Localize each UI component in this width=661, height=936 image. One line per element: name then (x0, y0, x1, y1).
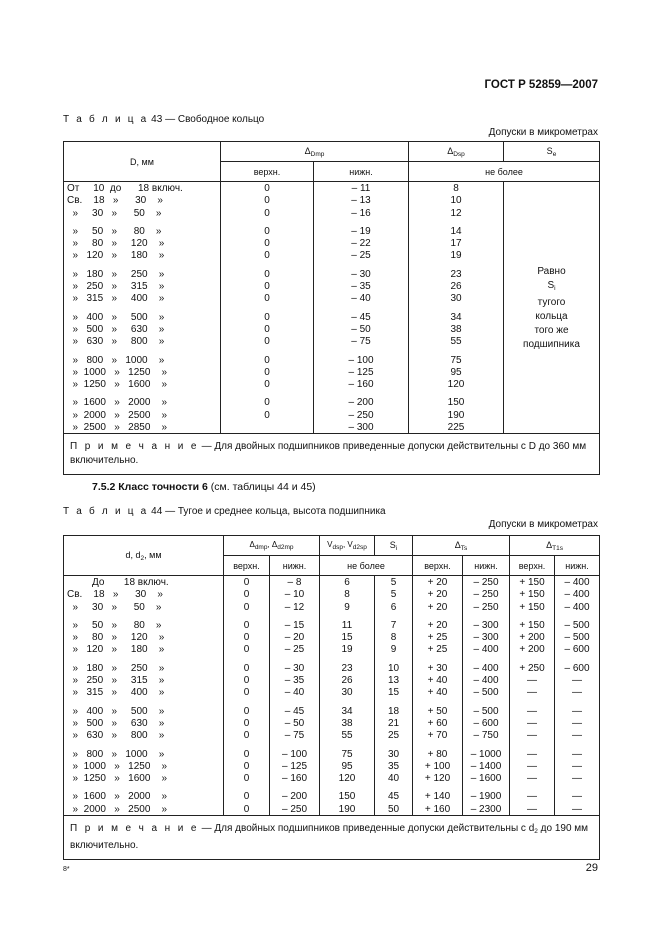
table-cell: — (555, 729, 600, 747)
table-cell: 34 (320, 705, 375, 717)
table44-note: П р и м е ч а н и е — Для двойных подшипников приведенные допуски действительны с $d_2$ до 190 мм включительно. (64, 816, 600, 860)
table-cell: — (510, 705, 555, 717)
table-cell: – 1000 (463, 748, 510, 760)
table-cell: 0 (224, 772, 270, 790)
table-cell: 0 (221, 396, 314, 408)
col-header-upper-t1s: верхн. (510, 556, 555, 576)
table43-caption: Т а б л и ц а 43 — Свободное кольцо (63, 114, 265, 125)
table-cell: 190 (320, 803, 375, 816)
table-cell: – 10 (270, 588, 320, 600)
table-cell: » 1000 » 1250 » (64, 760, 224, 772)
table-cell: – 400 (463, 643, 510, 661)
table-cell: – 400 (555, 588, 600, 600)
table-cell: + 160 (413, 803, 463, 816)
footer-mark: 8* (63, 866, 70, 873)
table-cell: – 250 (463, 576, 510, 589)
table-cell: – 600 (463, 717, 510, 729)
table-cell: 55 (409, 335, 504, 353)
table-row (64, 631, 600, 643)
table-row (64, 772, 600, 790)
table-row (64, 760, 600, 772)
table-cell: – 2300 (463, 803, 510, 816)
table-cell: – 13 (314, 194, 409, 206)
table-cell: » 50 » 80 » (64, 225, 221, 237)
table-row (64, 182, 600, 195)
table-cell: – 500 (463, 686, 510, 704)
table-cell: + 150 (510, 619, 555, 631)
table-cell: » 1250 » 1600 » (64, 772, 224, 790)
table-cell: + 20 (413, 576, 463, 589)
col-header-not-more: не более (320, 556, 413, 576)
table-row (64, 803, 600, 816)
col-header-upper-ts: верхн. (413, 556, 463, 576)
table-cell: » 80 » 120 » (64, 237, 221, 249)
table-cell: 34 (409, 311, 504, 323)
table-row (64, 790, 600, 802)
table-cell: — (555, 674, 600, 686)
table-cell: – 250 (463, 601, 510, 619)
table-cell: — (555, 760, 600, 772)
table-cell: – 160 (314, 378, 409, 396)
table-cell: 0 (224, 686, 270, 704)
table-cell: – 600 (555, 662, 600, 674)
table-cell: » 630 » 800 » (64, 729, 224, 747)
table-cell: 0 (221, 292, 314, 310)
table-cell: » 50 » 80 » (64, 619, 224, 631)
table-cell: – 160 (270, 772, 320, 790)
table-cell: — (555, 803, 600, 816)
table-cell: – 19 (314, 225, 409, 237)
table-cell: 23 (320, 662, 375, 674)
table-cell: 225 (409, 421, 504, 434)
se-text-line: тугого (537, 296, 566, 308)
col-header-upper: верхн. (221, 162, 314, 182)
table-cell: + 200 (510, 643, 555, 661)
table-cell: 18 (375, 705, 413, 717)
table-cell: – 400 (463, 662, 510, 674)
table-cell: + 150 (510, 588, 555, 600)
col-header-t1s: $\Delta_{T1s}$ (510, 536, 600, 556)
table-cell: 40 (375, 772, 413, 790)
table-cell: » 80 » 120 » (64, 631, 224, 643)
table-cell: 15 (320, 631, 375, 643)
table-cell: 13 (375, 674, 413, 686)
col-header-upper: верхн. (224, 556, 270, 576)
table-cell: 150 (409, 396, 504, 408)
table-cell: – 500 (555, 619, 600, 631)
table-cell: 9 (375, 643, 413, 661)
table-cell: 21 (375, 717, 413, 729)
page-number: 29 (585, 862, 598, 874)
table-cell: + 80 (413, 748, 463, 760)
table-cell: 8 (409, 182, 504, 195)
table-cell: 0 (224, 588, 270, 600)
table-cell: 11 (320, 619, 375, 631)
table-cell: » 400 » 500 » (64, 705, 224, 717)
table-cell: – 75 (314, 335, 409, 353)
table-cell: – 15 (270, 619, 320, 631)
table-cell: 0 (224, 643, 270, 661)
section-heading: 7.5.2 Класс точности 6 (см. таблицы 44 и 45) (92, 481, 316, 493)
table-cell: 5 (375, 576, 413, 589)
table-cell: — (555, 717, 600, 729)
table-cell: 8 (320, 588, 375, 600)
table-cell: – 50 (270, 717, 320, 729)
table-cell: » 250 » 315 » (64, 674, 224, 686)
table-43 (63, 141, 600, 475)
table-cell: + 40 (413, 674, 463, 686)
table-cell: Св. 18 » 30 » (64, 194, 221, 206)
table-cell: 55 (320, 729, 375, 747)
col-header-ts: $\Delta_{Ts}$ (413, 536, 510, 556)
table-cell: – 35 (270, 674, 320, 686)
table-cell: + 20 (413, 588, 463, 600)
table-cell: — (510, 760, 555, 772)
table-cell: + 25 (413, 631, 463, 643)
table-cell: 150 (320, 790, 375, 802)
table-cell: + 150 (510, 601, 555, 619)
table-cell: – 45 (314, 311, 409, 323)
table-cell: 30 (409, 292, 504, 310)
col-header-dsp: $\Delta_{Dsp}$ (409, 142, 504, 162)
table-cell: — (555, 686, 600, 704)
table-cell: – 50 (314, 323, 409, 335)
se-text-sub: i (554, 284, 556, 292)
table-cell: 75 (320, 748, 375, 760)
table-cell: 0 (224, 803, 270, 816)
table-cell: + 150 (510, 576, 555, 589)
table-44 (63, 535, 600, 860)
table-cell: – 100 (314, 354, 409, 366)
table-cell: 23 (409, 268, 504, 280)
table-cell: – 400 (555, 576, 600, 589)
table-cell: 0 (224, 662, 270, 674)
col-header-lower: нижн. (270, 556, 320, 576)
table-cell: — (510, 748, 555, 760)
table-cell: 0 (224, 760, 270, 772)
table-cell: – 1600 (463, 772, 510, 790)
table-cell: 7 (375, 619, 413, 631)
table-row (64, 705, 600, 717)
table-row (64, 748, 600, 760)
table-cell: 0 (221, 335, 314, 353)
standard-number: ГОСТ Р 52859—2007 (484, 79, 598, 91)
table-cell: — (510, 686, 555, 704)
table-cell: » 1000 » 1250 » (64, 366, 221, 378)
table-cell: До 18 включ. (64, 576, 224, 589)
table-cell: 19 (320, 643, 375, 661)
table-cell: – 1900 (463, 790, 510, 802)
table-cell: 9 (320, 601, 375, 619)
table-row (64, 588, 600, 600)
table-cell: » 315 » 400 » (64, 292, 221, 310)
table-cell: » 1600 » 2000 » (64, 396, 221, 408)
table-row (64, 717, 600, 729)
table-cell: – 400 (555, 601, 600, 619)
table-row (64, 686, 600, 704)
table-cell: + 40 (413, 686, 463, 704)
table-cell: + 200 (510, 631, 555, 643)
table-cell: — (510, 772, 555, 790)
table-cell: Св. 18 » 30 » (64, 588, 224, 600)
table-cell: 0 (221, 237, 314, 249)
table-cell: 0 (224, 601, 270, 619)
table-row (64, 643, 600, 661)
table-cell: – 35 (314, 280, 409, 292)
table-cell: » 2500 » 2850 » (64, 421, 221, 434)
table-cell: + 70 (413, 729, 463, 747)
table-cell: 0 (221, 207, 314, 225)
table-cell: 0 (221, 280, 314, 292)
table-cell: 0 (224, 631, 270, 643)
table-cell: 15 (375, 686, 413, 704)
table-cell: — (510, 674, 555, 686)
table-cell: – 250 (463, 588, 510, 600)
table-cell: + 30 (413, 662, 463, 674)
table-cell: » 1600 » 2000 » (64, 790, 224, 802)
table-cell: » 500 » 630 » (64, 717, 224, 729)
table-cell: – 40 (314, 292, 409, 310)
table-cell: » 2000 » 2500 » (64, 803, 224, 816)
table-cell: – 25 (314, 249, 409, 267)
table-cell: 75 (409, 354, 504, 366)
table-cell: 0 (221, 249, 314, 267)
table-cell: – 25 (270, 643, 320, 661)
table-cell: – 250 (270, 803, 320, 816)
table-cell: » 120 » 180 » (64, 249, 221, 267)
table-cell: – 500 (463, 705, 510, 717)
table44-units: Допуски в микрометрах (488, 519, 598, 530)
table-cell: – 400 (463, 674, 510, 686)
table-cell: 0 (221, 311, 314, 323)
table-cell: – 30 (314, 268, 409, 280)
table-cell: 10 (409, 194, 504, 206)
table-cell: + 25 (413, 643, 463, 661)
table-cell: – 300 (314, 421, 409, 434)
se-text-line: подшипника (523, 338, 580, 350)
col-header-vdsp: $V_{dsp}$, $V_{d2sp}$ (320, 536, 375, 556)
table-cell: 30 (375, 748, 413, 760)
table-cell: » 2000 » 2500 » (64, 409, 221, 421)
se-text-line: кольца (535, 310, 568, 322)
table-row (64, 601, 600, 619)
table-cell: 120 (320, 772, 375, 790)
table-cell: – 125 (270, 760, 320, 772)
table-cell: 0 (221, 268, 314, 280)
table-row (64, 662, 600, 674)
table-cell: 0 (224, 717, 270, 729)
table-cell: 0 (224, 748, 270, 760)
table-cell: 0 (221, 378, 314, 396)
table-cell: 38 (320, 717, 375, 729)
table-cell: – 300 (463, 631, 510, 643)
table-cell: + 120 (413, 772, 463, 790)
table-cell: 0 (221, 323, 314, 335)
table-cell: 35 (375, 760, 413, 772)
table-cell: – 12 (270, 601, 320, 619)
table-cell: 45 (375, 790, 413, 802)
col-header-se: $S_e$ (504, 142, 600, 162)
table-cell: 0 (221, 194, 314, 206)
table-cell: 10 (375, 662, 413, 674)
table-cell: 0 (221, 366, 314, 378)
col-header-not-more: не более (409, 162, 600, 182)
col-header-si: $S_i$ (375, 536, 413, 556)
table-cell: 95 (320, 760, 375, 772)
table-cell: » 180 » 250 » (64, 662, 224, 674)
table-cell: — (510, 803, 555, 816)
table-cell: – 45 (270, 705, 320, 717)
table-cell: » 1250 » 1600 » (64, 378, 221, 396)
table-cell: 30 (320, 686, 375, 704)
table43-note: П р и м е ч а н и е — Для двойных подшипников приведенные допуски действительны с D до 360 мм включительно. (64, 434, 600, 475)
table-cell: » 315 » 400 » (64, 686, 224, 704)
table-cell: 0 (224, 674, 270, 686)
table-cell: 6 (375, 601, 413, 619)
table-cell: — (555, 705, 600, 717)
table-cell: 0 (221, 354, 314, 366)
table-cell: » 120 » 180 » (64, 643, 224, 661)
table-cell: – 200 (270, 790, 320, 802)
table-cell: – 100 (270, 748, 320, 760)
table-cell: » 500 » 630 » (64, 323, 221, 335)
table-row (64, 729, 600, 747)
table-cell: + 20 (413, 619, 463, 631)
table-cell: 95 (409, 366, 504, 378)
table-row (64, 619, 600, 631)
table-cell: + 140 (413, 790, 463, 802)
table-cell: – 30 (270, 662, 320, 674)
table44-caption: Т а б л и ц а 44 — Тугое и среднее кольца, высота подшипника (63, 506, 386, 517)
table-cell: 14 (409, 225, 504, 237)
table-cell: 12 (409, 207, 504, 225)
table-cell: 0 (224, 619, 270, 631)
table-cell: – 125 (314, 366, 409, 378)
table-cell: » 400 » 500 » (64, 311, 221, 323)
table-cell: — (510, 790, 555, 802)
table-cell: – 500 (555, 631, 600, 643)
table-cell: 0 (224, 705, 270, 717)
col-header-lower: нижн. (314, 162, 409, 182)
table-row (64, 674, 600, 686)
table-cell: – 40 (270, 686, 320, 704)
table-cell: + 50 (413, 705, 463, 717)
table-cell: — (555, 772, 600, 790)
table-cell: – 1400 (463, 760, 510, 772)
table-cell: – 8 (270, 576, 320, 589)
table-cell: 0 (224, 729, 270, 747)
table-cell: – 750 (463, 729, 510, 747)
table-cell: – 16 (314, 207, 409, 225)
col-header-lower-t1s: нижн. (555, 556, 600, 576)
table-cell: 26 (320, 674, 375, 686)
se-merged-cell (504, 182, 600, 434)
col-header-dmp-d2mp: $\Delta_{dmp}$, $\Delta_{d2mp}$ (224, 536, 320, 556)
table-cell: » 800 » 1000 » (64, 748, 224, 760)
table-cell: 0 (224, 790, 270, 802)
se-text-line: того же (534, 324, 569, 336)
col-header-lower-ts: нижн. (463, 556, 510, 576)
table-cell (221, 421, 314, 434)
table-cell: 6 (320, 576, 375, 589)
table-cell: – 600 (555, 643, 600, 661)
table-cell: 26 (409, 280, 504, 292)
table-cell: » 630 » 800 » (64, 335, 221, 353)
table-cell: – 22 (314, 237, 409, 249)
table-cell: + 20 (413, 601, 463, 619)
table-cell: – 75 (270, 729, 320, 747)
table-cell: 19 (409, 249, 504, 267)
table-cell: 120 (409, 378, 504, 396)
table-cell: + 100 (413, 760, 463, 772)
table-cell: От 10 до 18 включ. (64, 182, 221, 195)
table-cell: 8 (375, 631, 413, 643)
table-row (64, 576, 600, 589)
table-cell: 0 (221, 409, 314, 421)
table-cell: – 200 (314, 396, 409, 408)
se-text-line: Равно (537, 265, 566, 277)
table-cell: 25 (375, 729, 413, 747)
table-cell: » 180 » 250 » (64, 268, 221, 280)
table-cell: 0 (224, 576, 270, 589)
table-cell: – 20 (270, 631, 320, 643)
table-cell: 38 (409, 323, 504, 335)
table-cell: » 30 » 50 » (64, 207, 221, 225)
col-header-d-d2: d, $d_2$, мм (64, 536, 224, 576)
table43-units: Допуски в микрометрах (488, 127, 598, 138)
col-header-dmp: $\Delta_{Dmp}$ (221, 142, 409, 162)
table-cell: 50 (375, 803, 413, 816)
table-cell: — (555, 748, 600, 760)
table-cell: » 800 » 1000 » (64, 354, 221, 366)
table-cell: » 30 » 50 » (64, 601, 224, 619)
table-cell: 190 (409, 409, 504, 421)
table-cell: 5 (375, 588, 413, 600)
table-cell: » 250 » 315 » (64, 280, 221, 292)
table-cell: + 250 (510, 662, 555, 674)
se-text-line: S (547, 279, 555, 291)
table-cell: + 60 (413, 717, 463, 729)
table-cell: – 250 (314, 409, 409, 421)
table-cell: 17 (409, 237, 504, 249)
table-cell: 0 (221, 225, 314, 237)
table-cell: 0 (221, 182, 314, 195)
table-cell: – 11 (314, 182, 409, 195)
table-cell: – 300 (463, 619, 510, 631)
table-cell: — (510, 729, 555, 747)
col-header-d: D, мм (64, 142, 221, 182)
table-cell: — (510, 717, 555, 729)
table-cell: — (555, 790, 600, 802)
